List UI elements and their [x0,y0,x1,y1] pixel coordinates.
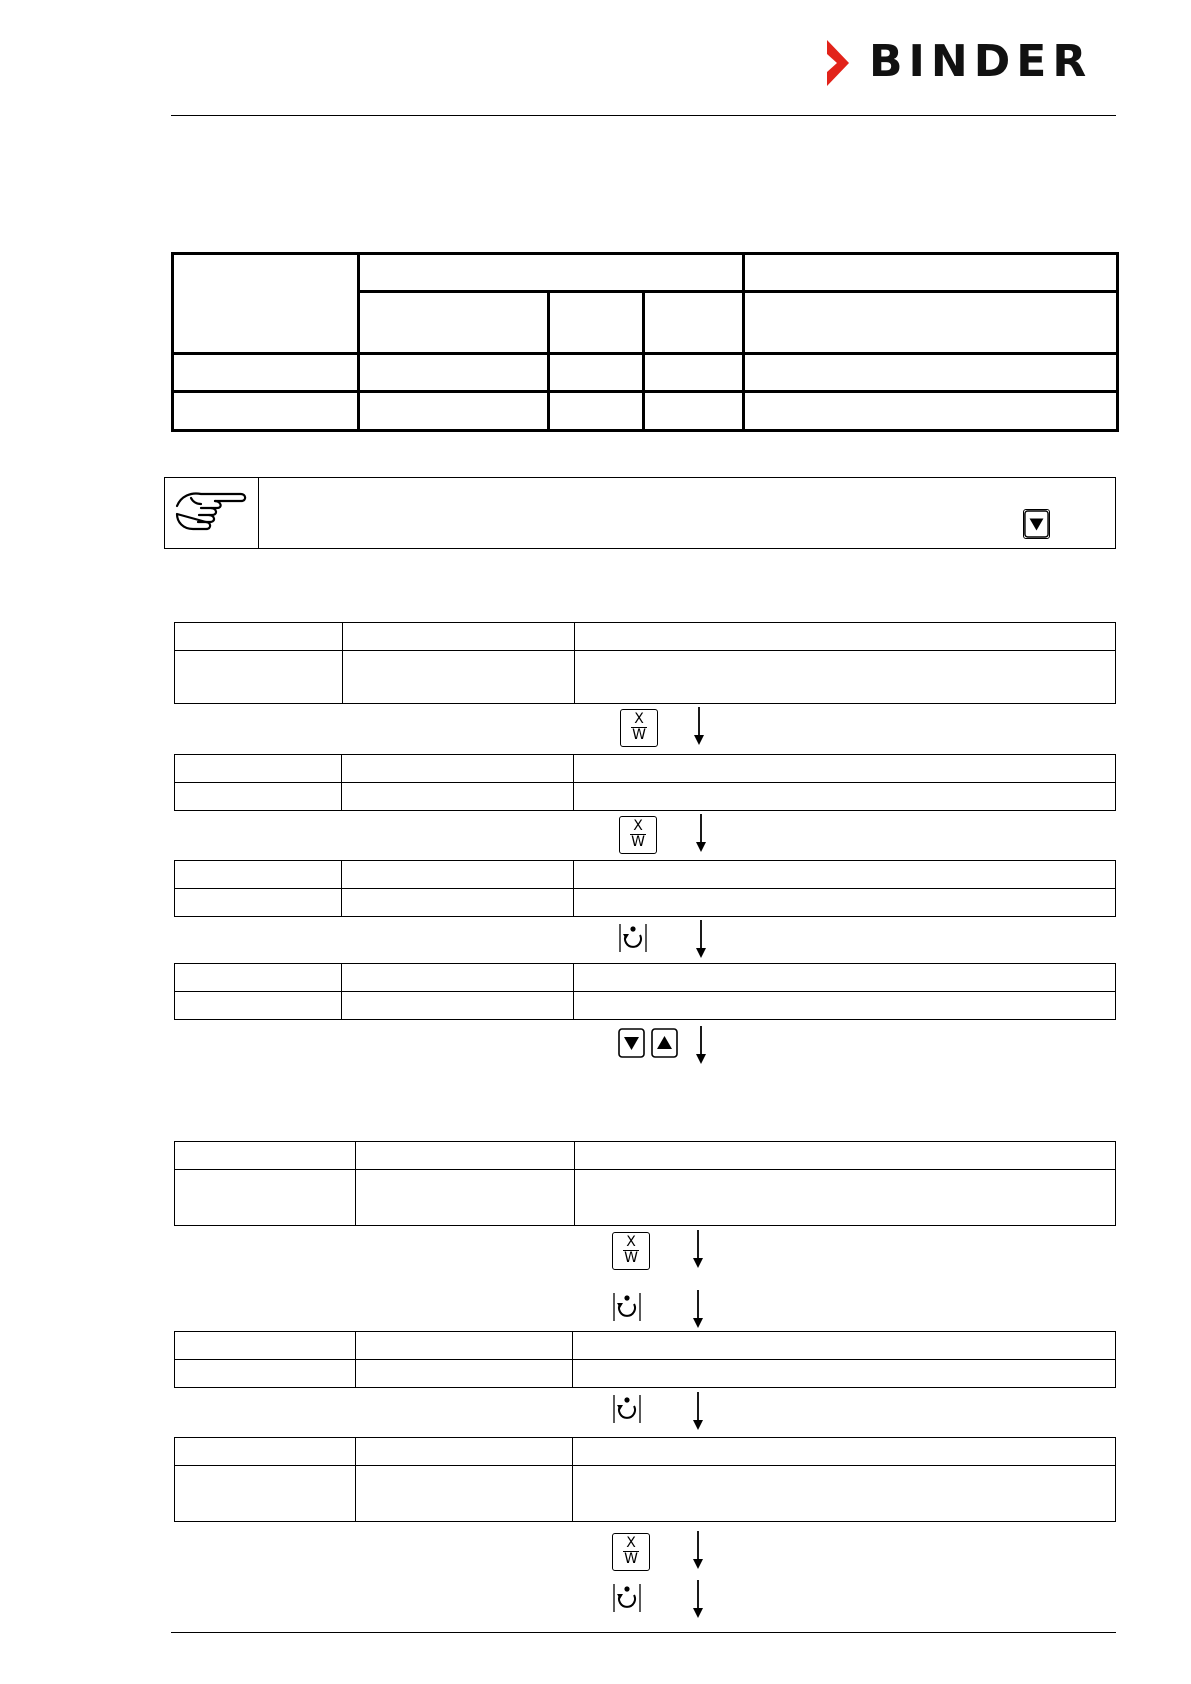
table-cell [644,392,744,431]
step-table-1 [174,622,1116,704]
footer-rule [171,1632,1116,1633]
xw-key-bottom-label: W [624,1250,638,1266]
table-cell [573,1360,1116,1388]
flow-down-arrow-icon [693,707,705,745]
cycle-key-icon [611,1291,643,1323]
flow-down-arrow-icon [695,1026,707,1064]
table-cell [175,1438,356,1466]
table-cell [574,964,1116,992]
table-cell [575,1142,1116,1170]
table-cell [175,623,343,651]
table-cell [342,964,574,992]
xw-key-top-label: X [623,1235,639,1251]
table-cell [574,755,1116,783]
xw-key-top-label: X [631,712,647,728]
table-cell [359,392,549,431]
table-cell [356,1142,575,1170]
table-cell [342,755,574,783]
table-cell [173,254,359,354]
table-cell [342,861,574,889]
step-table-7 [174,1437,1116,1522]
parameter-table [171,252,1119,432]
xw-key-bottom-label: W [631,834,645,850]
flow-down-arrow-icon [692,1580,704,1618]
table-cell [175,964,342,992]
table-cell [644,354,744,392]
cycle-key-icon [611,1393,643,1425]
step-table-2 [174,754,1116,811]
table-cell [359,254,744,292]
xw-key-icon [620,709,658,747]
table-cell [575,651,1116,704]
binder-logo-mark-icon [825,38,865,88]
table-cell [342,783,574,811]
table-cell [549,292,644,354]
table-cell [343,623,575,651]
table-cell [175,889,342,917]
table-cell [573,1332,1116,1360]
flow-down-arrow-icon [692,1392,704,1430]
step-table-3 [174,860,1116,917]
header-rule [171,115,1116,116]
table-cell [175,783,342,811]
step-table-4 [174,963,1116,1020]
table-cell [573,1438,1116,1466]
table-cell [644,292,744,354]
xw-key-icon [612,1533,650,1571]
table-cell [356,1466,573,1522]
table-cell [549,392,644,431]
cycle-key-icon [617,922,649,954]
table-cell [744,254,1118,292]
xw-key-icon [619,816,657,854]
flow-down-arrow-icon [692,1290,704,1328]
table-cell [175,651,343,704]
xw-key-bottom-label: W [624,1551,638,1567]
note-icon-cell [165,478,259,548]
table-cell [359,354,549,392]
table-cell [173,354,359,392]
xw-key-top-label: X [630,819,646,835]
table-cell [343,651,575,704]
down-arrow-key-icon [618,1028,645,1058]
table-cell [549,354,644,392]
table-cell [744,292,1118,354]
table-cell [575,1170,1116,1226]
flow-down-arrow-icon [692,1230,704,1268]
table-cell [175,1360,356,1388]
logo-text: BINDER [869,36,1093,87]
xw-key-top-label: X [623,1536,639,1552]
table-cell [359,292,549,354]
table-cell [342,889,574,917]
xw-key-icon [612,1232,650,1270]
table-cell [175,1170,356,1226]
table-cell [574,992,1116,1020]
table-cell [356,1438,573,1466]
up-arrow-key-icon [651,1028,678,1058]
note-box [164,477,1116,549]
pointing-hand-icon [171,484,251,540]
flow-down-arrow-icon [695,814,707,852]
table-cell [356,1170,575,1226]
table-cell [574,861,1116,889]
table-cell [342,992,574,1020]
table-cell [744,354,1118,392]
table-cell [175,1142,356,1170]
table-cell [356,1332,573,1360]
table-cell [574,889,1116,917]
cycle-key-icon [611,1582,643,1614]
flow-down-arrow-icon [695,920,707,958]
table-cell [175,861,342,889]
table-cell [744,392,1118,431]
xw-key-bottom-label: W [632,727,646,743]
table-cell [575,623,1116,651]
step-table-6 [174,1331,1116,1388]
table-cell [175,992,342,1020]
step-table-5 [174,1141,1116,1226]
table-cell [175,1332,356,1360]
binder-logo [825,38,1125,88]
table-cell [356,1360,573,1388]
table-cell [574,783,1116,811]
table-cell [573,1466,1116,1522]
flow-down-arrow-icon [692,1531,704,1569]
table-cell [175,1466,356,1522]
down-arrow-key-icon [1023,509,1050,539]
table-cell [173,392,359,431]
table-cell [175,755,342,783]
